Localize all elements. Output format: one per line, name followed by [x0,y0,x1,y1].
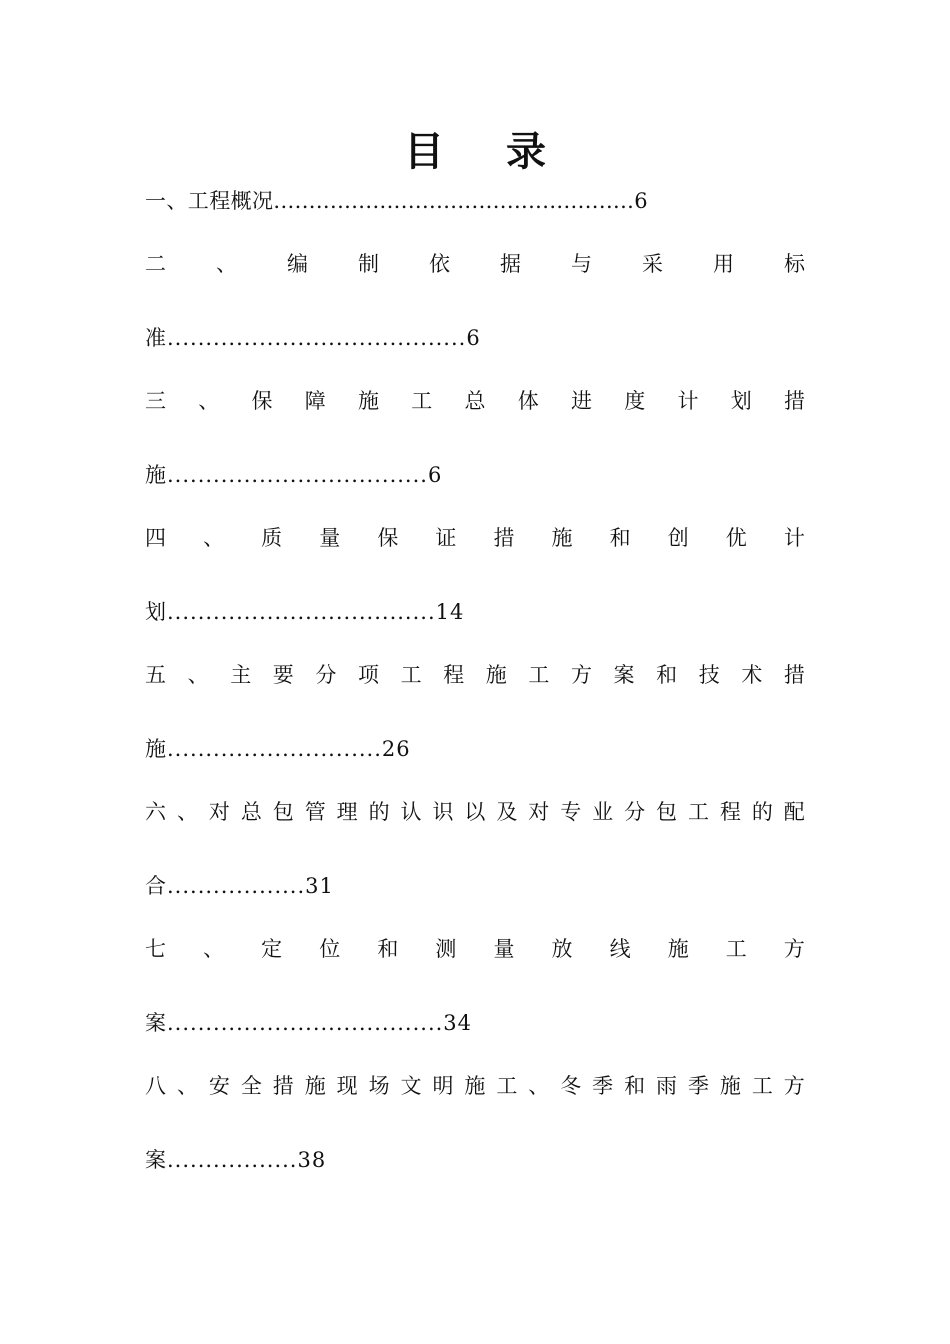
toc-glyph: 工 [528,663,550,687]
toc-glyph: 据 [500,252,521,276]
toc-glyph: 安 [208,1074,230,1098]
toc-glyph: 、 [216,252,237,276]
toc-glyph: 方 [570,663,592,687]
toc-glyph: 场 [368,1074,390,1098]
toc-glyph: 程 [443,663,465,687]
toc-glyph: 工 [725,937,747,961]
toc-glyph: 对 [208,800,230,824]
toc-glyph: 三 [145,389,166,413]
toc-glyph: 线 [609,937,631,961]
toc-glyph: 分 [624,800,646,824]
toc-glyph: 保 [251,389,273,413]
toc-glyph: 计 [783,526,805,550]
toc-glyph: 量 [493,937,515,961]
toc-glyph: 主 [230,663,252,687]
toc-glyph: 测 [435,937,457,961]
toc-glyph: 施 [667,937,689,961]
toc-entry-6-tail: 合..................31 [145,874,334,898]
toc-glyph: 度 [624,389,646,413]
toc-title: 目 录 [404,128,570,175]
toc-glyph: 包 [656,800,677,824]
toc-glyph: 程 [719,800,741,824]
toc-glyph: 工 [496,1074,518,1098]
toc-glyph: 要 [272,663,294,687]
toc-glyph: 编 [287,252,308,276]
toc-glyph: 计 [677,389,699,413]
toc-glyph: 认 [400,800,422,824]
toc-glyph: 方 [783,1074,805,1098]
toc-glyph: 八 [145,1074,166,1098]
toc-entry-1: 一、工程概况...................................................6 [145,189,648,213]
toc-glyph: 工 [687,800,709,824]
toc-glyph: 采 [642,252,663,276]
toc-glyph: 工 [411,389,433,413]
toc-glyph: 方 [783,937,805,961]
toc-glyph: 定 [261,937,283,961]
toc-glyph: 工 [400,663,422,687]
toc-entry-7-head [145,934,805,964]
toc-glyph: 案 [613,663,635,687]
toc-glyph: 、 [176,800,198,824]
toc-glyph: 优 [725,526,747,550]
toc-glyph: 分 [315,663,337,687]
toc-glyph: 施 [358,389,379,413]
toc-glyph: 障 [304,389,326,413]
toc-glyph: 质 [261,526,283,550]
toc-glyph: 六 [145,800,166,824]
toc-glyph: 七 [145,937,166,961]
toc-glyph: 用 [713,252,734,276]
toc-entry-7-tail: 案....................................34 [145,1011,473,1035]
toc-glyph: 措 [493,526,515,550]
toc-glyph: 划 [730,389,752,413]
toc-glyph: 冬 [560,1074,582,1098]
toc-glyph: 量 [319,526,341,550]
toc-glyph: 施 [464,1074,486,1098]
toc-glyph: 、 [198,389,220,413]
toc-glyph: 措 [783,663,805,687]
toc-entry-3-tail: 施..................................6 [145,463,443,487]
toc-glyph: 创 [667,526,689,550]
toc-glyph: 和 [377,937,399,961]
toc-glyph: 总 [240,800,262,824]
toc-entry-3-head [145,386,805,416]
toc-glyph: 包 [272,800,294,824]
toc-glyph: 对 [528,800,550,824]
toc-glyph: 二 [145,252,166,276]
toc-glyph: 工 [751,1074,773,1098]
toc-glyph: 现 [336,1074,358,1098]
toc-glyph: 总 [464,389,486,413]
toc-glyph: 施 [551,526,573,550]
toc-glyph: 措 [272,1074,294,1098]
toc-glyph: 措 [784,389,805,413]
toc-glyph: 文 [400,1074,422,1098]
toc-glyph: 全 [240,1074,262,1098]
toc-glyph: 、 [203,937,225,961]
toc-glyph: 业 [592,800,614,824]
toc-glyph: 季 [592,1074,614,1098]
toc-glyph: 季 [687,1074,709,1098]
toc-entry-2-tail: 准.......................................6 [145,326,481,350]
toc-entry-4-tail: 划...................................14 [145,600,465,624]
toc-glyph: 理 [336,800,358,824]
toc-glyph: 项 [357,663,379,687]
toc-glyph: 与 [571,252,592,276]
toc-glyph: 施 [304,1074,326,1098]
toc-entry-5-tail: 施............................26 [145,737,411,761]
toc-glyph: 的 [751,800,773,824]
toc-glyph: 、 [187,663,209,687]
toc-glyph: 体 [517,389,539,413]
toc-entry-4-head [145,523,805,553]
toc-glyph: 施 [485,663,507,687]
toc-glyph: 四 [145,526,166,550]
toc-glyph: 以 [464,800,486,824]
toc-glyph: 专 [560,800,582,824]
toc-glyph: 位 [319,937,341,961]
toc-glyph: 术 [741,663,763,687]
toc-entry-8-tail: 案.................38 [145,1148,327,1172]
toc-glyph: 明 [432,1074,454,1098]
toc-glyph: 配 [783,800,805,824]
toc-glyph: 标 [784,252,805,276]
toc-glyph: 、 [203,526,225,550]
toc-glyph: 技 [698,663,720,687]
toc-glyph: 和 [609,526,631,550]
toc-entry-8-head [145,1071,805,1101]
toc-glyph: 和 [656,663,678,687]
toc-glyph: 制 [358,252,379,276]
toc-glyph: 和 [624,1074,646,1098]
toc-glyph: 的 [368,800,390,824]
toc-glyph: 、 [176,1074,198,1098]
toc-glyph: 证 [435,526,457,550]
toc-glyph: 放 [551,937,573,961]
toc-glyph: 进 [571,389,592,413]
toc-glyph: 施 [719,1074,741,1098]
toc-entry-5-head [145,660,805,690]
toc-glyph: 五 [145,663,166,687]
toc-glyph: 管 [304,800,326,824]
toc-glyph: 及 [496,800,518,824]
toc-glyph: 依 [429,252,450,276]
toc-entry-6-head [145,797,805,827]
toc-glyph: 识 [432,800,454,824]
toc-glyph: 、 [528,1074,550,1098]
toc-glyph: 雨 [656,1074,677,1098]
toc-glyph: 保 [377,526,399,550]
toc-entry-2-head [145,249,805,279]
